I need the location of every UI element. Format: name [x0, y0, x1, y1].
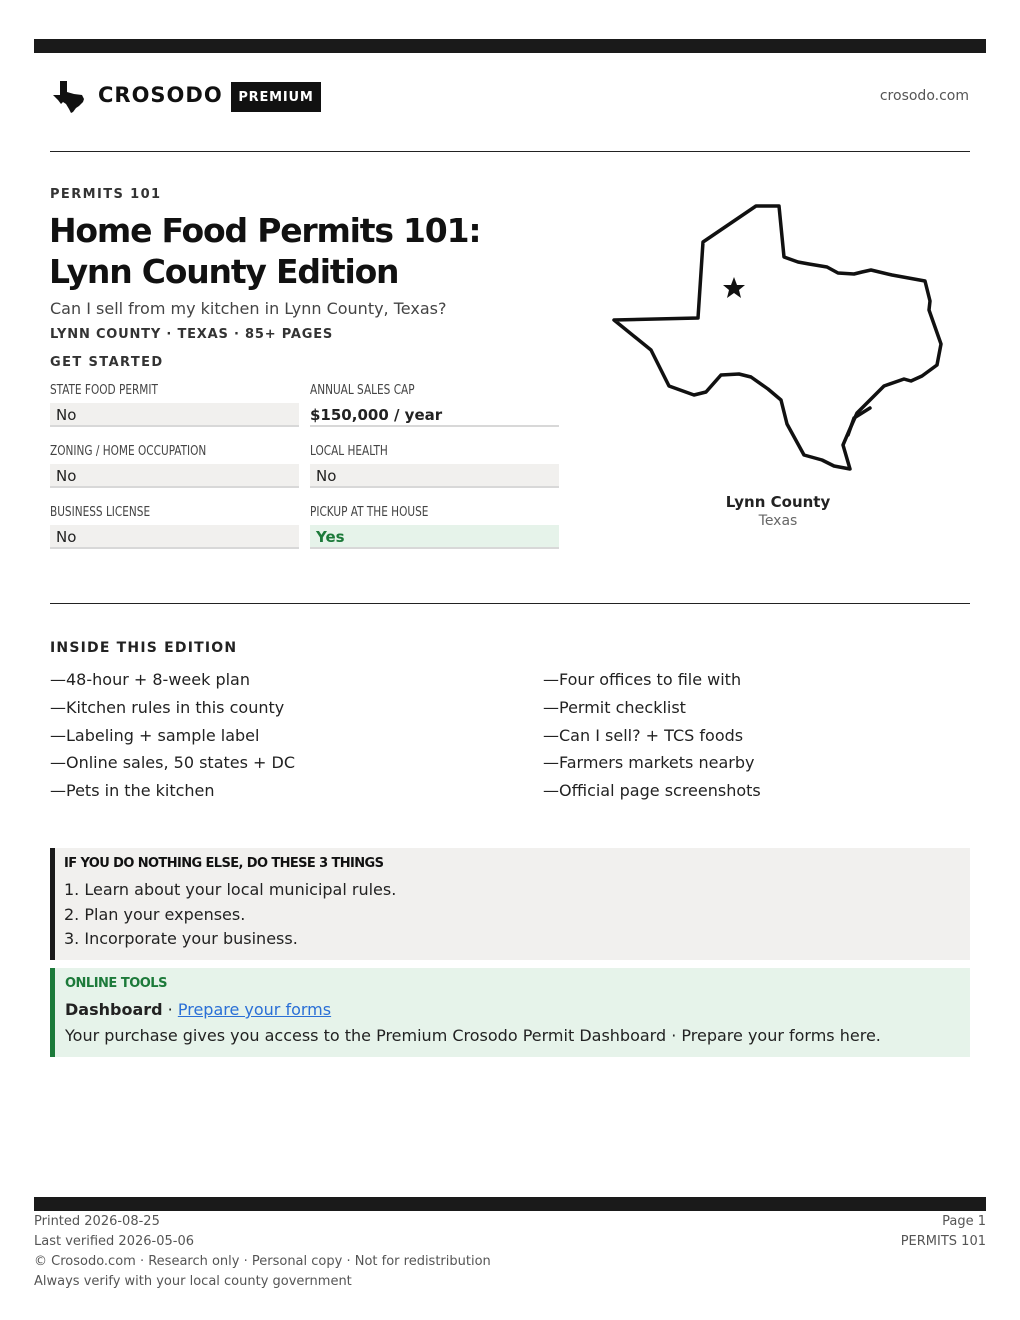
fact-label: BUSINESS LICENSE — [50, 505, 151, 520]
fact-label: STATE FOOD PERMIT — [50, 383, 158, 398]
dashboard-label: Dashboard — [65, 1000, 163, 1019]
prepare-forms-link[interactable]: Prepare your forms — [177, 1000, 332, 1019]
page-subtitle: Can I sell from my kitchen in Lynn County, Texas? — [50, 299, 447, 318]
todo-step: 3. Incorporate your business. — [64, 929, 298, 948]
header-divider — [50, 151, 970, 152]
footer-left — [34, 1212, 491, 1292]
fact-value: No — [50, 464, 299, 488]
fact-local-health — [310, 443, 559, 504]
top-rule-bar — [34, 39, 986, 53]
list-item: —48-hour + 8-week plan — [50, 670, 250, 689]
page-header — [50, 78, 970, 116]
map-caption — [678, 493, 878, 529]
todo-steps — [64, 878, 396, 952]
todo-callout — [50, 848, 970, 960]
fact-value: No — [50, 525, 299, 549]
fact-zoning — [50, 443, 299, 504]
inside-edition-heading: INSIDE THIS EDITION — [50, 640, 238, 656]
todo-heading: IF YOU DO NOTHING ELSE, DO THESE 3 THINGS — [64, 856, 384, 871]
section-divider — [50, 603, 970, 604]
edition-meta: LYNN COUNTY · TEXAS · 85+ PAGES — [50, 327, 334, 342]
page-number: Page 1 — [942, 1214, 986, 1229]
list-item: —Labeling + sample label — [50, 725, 260, 745]
todo-step: 1. Learn about your local municipal rules. — [64, 880, 397, 899]
inside-edition-list-right — [543, 666, 963, 805]
list-item: —Official page screenshots — [543, 781, 761, 801]
separator: · — [162, 1000, 178, 1019]
online-tools-callout — [50, 968, 970, 1057]
list-item: —Four offices to file with — [543, 670, 742, 689]
map-state-name: Texas — [758, 513, 798, 529]
map-county-name: Lynn County — [725, 493, 831, 511]
list-item: —Farmers markets nearby — [543, 753, 755, 773]
fact-value: $150,000 / year — [310, 403, 559, 427]
facts-grid — [50, 382, 559, 565]
list-item: —Permit checklist — [543, 697, 686, 717]
list-item: —Can I sell? + TCS foods — [543, 725, 744, 745]
fact-annual-sales-cap — [310, 382, 559, 443]
footer-right — [901, 1212, 986, 1252]
todo-step: 2. Plan your expenses. — [64, 904, 246, 924]
fact-label: ZONING / HOME OCCUPATION — [50, 444, 207, 459]
online-tools-description: Your purchase gives you access to the Premium Crosodo Permit Dashboard · Prepare your forms here. — [65, 1026, 881, 1045]
brand-name: CROSODO — [98, 83, 223, 107]
texas-star-icon — [52, 80, 86, 114]
online-tools-links — [65, 1000, 331, 1019]
footer-section: PERMITS 101 — [900, 1234, 986, 1249]
printed-date: Printed 2026-08-25 — [34, 1214, 160, 1229]
verify-note: Always verify with your local county government — [34, 1274, 352, 1289]
fact-value: No — [310, 464, 559, 488]
fact-label: LOCAL HEALTH — [310, 444, 388, 459]
texas-outline — [614, 206, 941, 469]
fact-state-food-permit — [50, 382, 299, 443]
site-url[interactable]: crosodo.com — [879, 88, 969, 104]
list-item: —Pets in the kitchen — [50, 781, 215, 801]
fact-business-license — [50, 504, 299, 565]
list-item: —Kitchen rules in this county — [50, 697, 285, 717]
list-item: —Online sales, 50 states + DC — [50, 753, 296, 773]
fact-value: Yes — [310, 525, 559, 549]
fact-label: ANNUAL SALES CAP — [310, 383, 415, 398]
page-title: Home Food Permits 101: Lynn County Edition — [49, 211, 481, 291]
county-marker-star-icon — [723, 277, 745, 298]
texas-map — [608, 200, 948, 475]
bottom-rule-bar — [34, 1197, 986, 1211]
copyright: © Crosodo.com · Research only · Personal copy · Not for redistribution — [34, 1254, 491, 1269]
fact-label: PICKUP AT THE HOUSE — [310, 505, 429, 520]
eyebrow: PERMITS 101 — [50, 187, 162, 202]
premium-badge: PREMIUM — [231, 82, 321, 112]
verified-date: Last verified 2026-05-06 — [34, 1234, 194, 1249]
fact-pickup-at-house — [310, 504, 559, 565]
online-tools-heading: ONLINE TOOLS — [65, 976, 167, 991]
fact-value: No — [50, 403, 299, 427]
logo[interactable] — [52, 80, 86, 114]
get-started-heading: GET STARTED — [50, 355, 164, 370]
inside-edition-list-left — [50, 666, 470, 805]
